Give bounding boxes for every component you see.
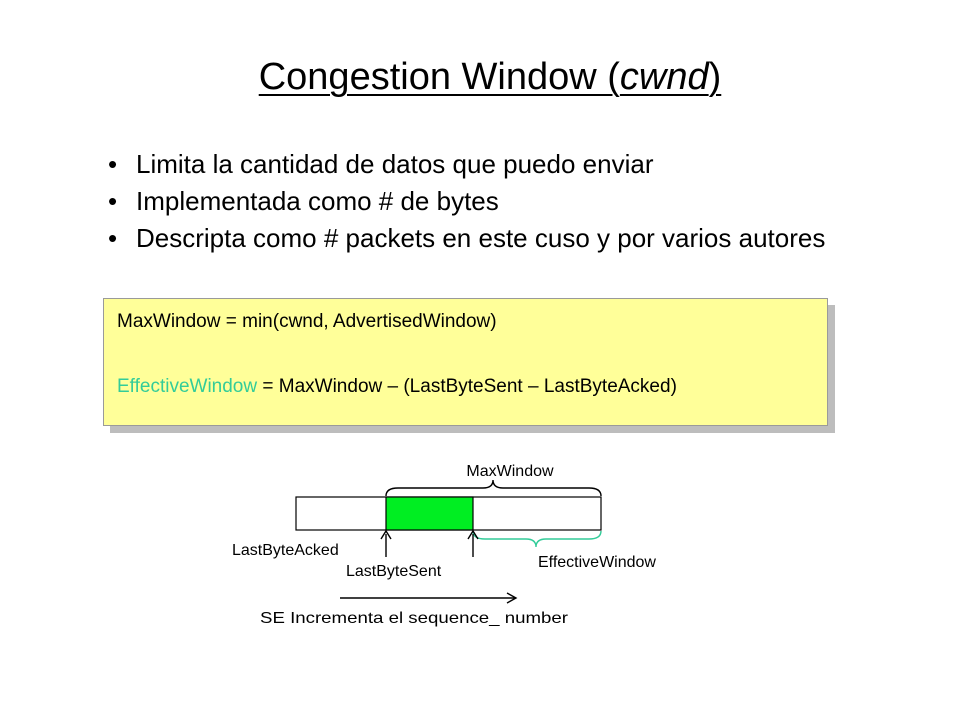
last-byte-acked-label: LastByteAcked xyxy=(232,542,339,559)
max-window-brace xyxy=(386,480,601,496)
bullet-dot: • xyxy=(108,186,118,216)
bullet-dot: • xyxy=(108,223,118,253)
title-emphasis: cwnd xyxy=(619,56,709,98)
effective-window-term: EffectiveWindow xyxy=(117,376,258,397)
bullet-text: Descripta como # packets en este cuso y por varios autores xyxy=(136,223,826,253)
title-prefix: Congestion Window ( xyxy=(258,56,620,98)
title-suffix: ) xyxy=(708,56,722,98)
bullet-text: Implementada como # de bytes xyxy=(136,186,499,216)
sequence-label: SE Incrementa el sequence_ number xyxy=(260,610,569,627)
effective-window-label: EffectiveWindow xyxy=(538,554,656,571)
last-byte-sent-label: LastByteSent xyxy=(346,563,442,580)
effective-window-expression: = MaxWindow – (LastByteSent – LastByteAcked) xyxy=(257,376,677,397)
bullet-text: Limita la cantidad de datos que puedo enviar xyxy=(136,149,654,179)
effective-window-brace xyxy=(473,531,601,547)
sent-unacked-segment xyxy=(386,497,473,530)
max-window-formula: MaxWindow = min(cwnd, AdvertisedWindow) xyxy=(117,311,497,332)
max-window-label: MaxWindow xyxy=(466,463,554,480)
bullet-dot: • xyxy=(108,149,118,179)
